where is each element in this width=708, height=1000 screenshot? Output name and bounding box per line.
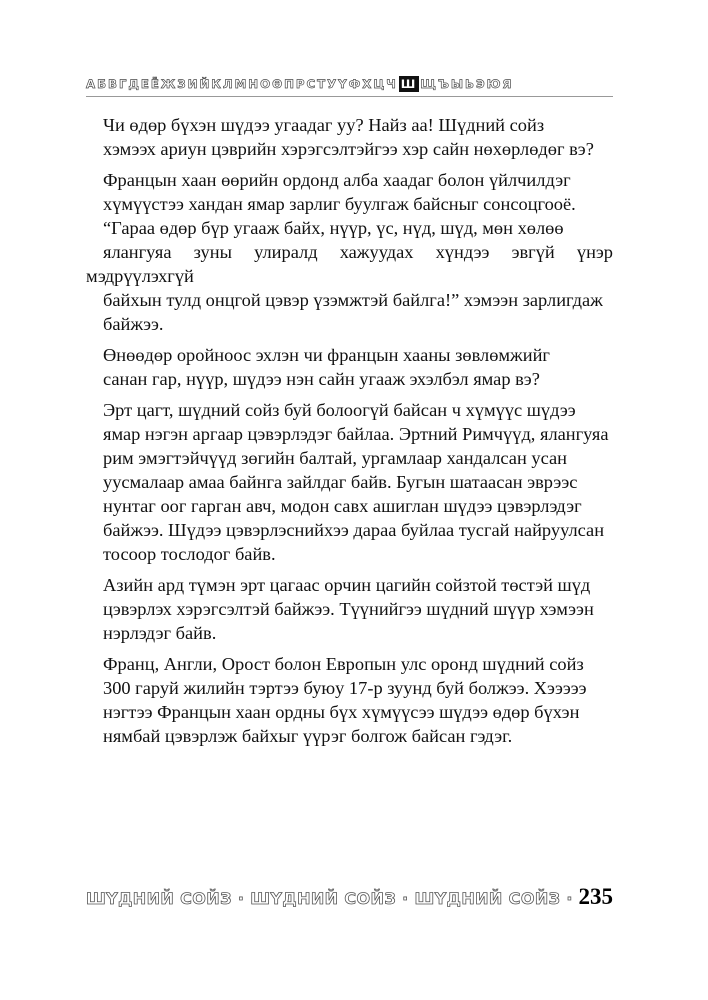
text-line: байжээ. Шүдээ цэвэрлэснийхээ дараа буйлаа тусгай найруулсан: [103, 520, 605, 540]
paragraph: [86, 343, 613, 391]
paragraph: [86, 573, 613, 645]
alphabet-letters-after: ЩЪЫЬЭЮЯ: [420, 77, 514, 91]
paragraph: [86, 168, 613, 336]
header-rule: [86, 96, 613, 97]
text-line: байхын тулд онцгой цэвэр үзэмжтэй байлга!” хэмээн зарлигдаж: [103, 290, 603, 310]
text-line: Франц, Англи, Орост болон Европын улс оронд шүдний сойз: [103, 654, 584, 674]
paragraph: [86, 398, 613, 566]
text-line: ялангуяа зуны улиралд хажуудах хүндээ эвгүй үнэр мэдрүүлэхгүй: [86, 242, 613, 286]
text-line: нямбай цэвэрлэж байхыг үүрэг болгож байсан гэдэг.: [103, 726, 513, 746]
alphabet-header: [86, 76, 626, 92]
text-line: байжээ.: [103, 314, 164, 334]
paragraph: [86, 652, 613, 748]
text-line: уусмалаар амаа байнга зайлдаг байв. Бугын шатаасан эврээс: [103, 472, 578, 492]
text-line: Азийн ард түмэн эрт цагаас орчин цагийн сойзтой төстэй шүд: [103, 575, 591, 595]
text-line: хүмүүстээ хандан ямар зарлиг буулгаж байсныг сонсоцгооё.: [103, 194, 576, 214]
text-line: цэвэрлэх хэрэгсэлтэй байжээ. Түүнийгээ шүдний шүүр хэмээн: [103, 599, 594, 619]
body-text: [86, 113, 613, 748]
text-line: “Гараа өдөр бүр угааж байх, нүүр, үс, нүд, шүд, мөн хөлөө: [103, 218, 564, 238]
text-line: нунтаг оог гарган авч, модон савх ашиглан шүдээ цэвэрлэдэг: [103, 496, 582, 516]
page-footer: [86, 884, 613, 910]
text-line: нэрлэдэг байв.: [103, 623, 217, 643]
alphabet-letters-before: АБВГДЕЁЖЗИЙКЛМНОӨПРСТУҮФХЦЧ: [86, 77, 398, 91]
text-line: тосоор тослодог байв.: [103, 544, 276, 564]
running-title: ШҮДНИЙ СОЙЗ · ШҮДНИЙ СОЙЗ · ШҮДНИЙ СОЙЗ ·: [86, 889, 573, 908]
text-line: Эрт цагт, шүдний сойз буй болоогүй байсан ч хүмүүс шүдээ: [103, 400, 576, 420]
text-line: санан гар, нүүр, шүдээ нэн сайн угааж эхэлбэл ямар вэ?: [103, 369, 540, 389]
alphabet-highlighted-letter: Ш: [400, 77, 418, 91]
paragraph: [86, 113, 613, 161]
text-line: ямар нэгэн аргаар цэвэрлэдэг байлаа. Эртний Римчүүд, ялангуяа: [103, 424, 609, 444]
text-line: 300 гаруй жилийн тэртээ буюу 17-р зуунд буй болжээ. Хэээээ: [103, 678, 587, 698]
page-number: 235: [578, 884, 613, 909]
text-line: хэмээх ариун цэврийн хэрэгсэлтэйгээ хэр сайн нөхөрлөдөг вэ?: [103, 139, 594, 159]
text-line: рим эмэгтэйчүүд зөгийн балтай, ургамлаар хандалсан усан: [103, 448, 567, 468]
text-line: Чи өдөр бүхэн шүдээ угаадаг уу? Найз аа! Шүдний сойз: [103, 115, 545, 135]
text-line: нэгтээ Францын хаан ордны бүх хүмүүсээ шүдээ өдөр бүхэн: [103, 702, 580, 722]
text-line: Францын хаан өөрийн ордонд алба хаадаг болон үйлчилдэг: [103, 170, 571, 190]
text-line: Өнөөдөр оройноос эхлэн чи францын хааны зөвлөмжийг: [103, 345, 550, 365]
